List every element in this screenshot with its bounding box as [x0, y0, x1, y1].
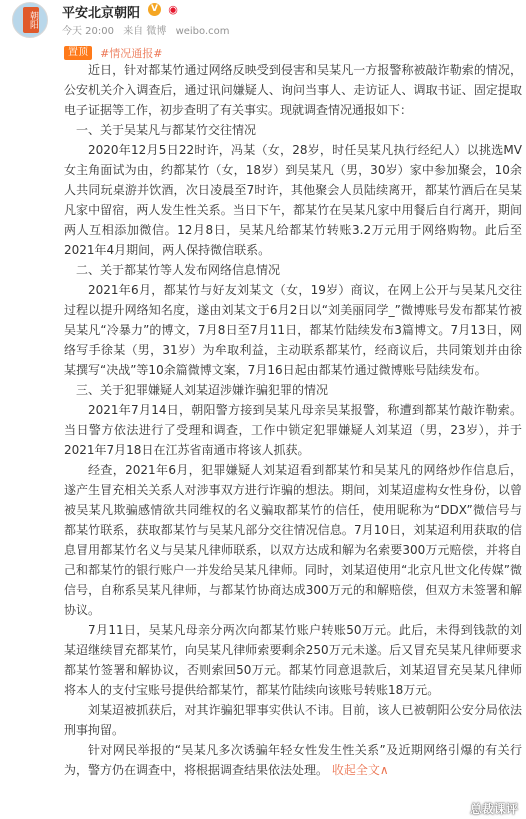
body-paragraph: 刘某迢被抓获后，对其诈骗犯罪事实供认不讳。目前，该人已被朝阳公安分局依法刑事拘留。 — [64, 703, 522, 737]
post-meta — [62, 22, 236, 37]
body-paragraph: 经查，2021年6月，犯罪嫌疑人刘某迢看到都某竹和吴某凡的网络炒作信息后，遂产生冒充相关关系人对涉事双方进行诈骗的想法。期间，刘某迢虚构女性身份，以曾被吴某凡欺骗感情欲共同维权的名义骗取都某竹的信任，使用昵称为“DDX”微信号与都某竹联系，获取都某竹与吴某凡部分交往情况信息。7月10日，刘某迢利用获取的信息冒用都某竹名义与吴某凡律师联系，以双方达成和解为名索要300万元赔偿，并将自己和都某竹的银行账户一并发给吴某凡律师。同时，刘某迢使用“北京凡世文化传媒”微信号，自称系吴某凡律师，与都某竹协商达成300万元的和解赔偿，但双方未签署和解协议。 — [64, 463, 522, 617]
topic-link[interactable]: #情况通报# — [100, 46, 163, 60]
watermark-text: 总裁课评 — [469, 802, 518, 816]
post-source-site[interactable]: weibo.com — [175, 26, 230, 37]
intro-paragraph: 近日，针对都某竹通过网络反映受到侵害和吴某凡一方报警称被敲诈勒索的情况，公安机关介入调查后，通过讯问嫌疑人、询问当事人、走访证人、调取书证、固定提取电子证据等工作，初步查明了有关事实。现就调查情况通报如下： — [64, 63, 522, 117]
body-paragraph: 7月11日，吴某凡母亲分两次向都某竹账户转账50万元。此后，未得到钱款的刘某迢继续冒充都某竹，向吴某凡律师索要剩余250万元未遂。后又冒充吴某凡律师要求都某竹签署和解协议，否则索回50万元。都某竹同意退款后，刘某迢冒充吴某凡律师将本人的支付宝账号提供给都某竹，都某竹陆续向该账号转账18万元。 — [64, 623, 522, 697]
account-name[interactable]: 平安北京朝阳 — [62, 6, 141, 21]
collapse-label: 收起全文 — [331, 763, 380, 777]
section-heading-1: 一、关于吴某凡与都某竹交往情况 — [76, 123, 257, 137]
body-paragraph: 2020年12月5日22时许，冯某（女，28岁，时任吴某凡执行经纪人）以挑选MV女主角面试为由，约都某竹（女，18岁）到吴某凡（男，30岁）家中参加聚会，10余人共同玩桌游并饮酒，次日凌晨至7时许，其他聚会人员陆续离开，都某竹酒后在吴某凡家中留宿，两人发生性关系。当日下午，都某竹在吴某凡家中用餐后自行离开，期间两人互相添加微信。12月8日，吴某凡给都某竹转账3.2万元用于网络购物。此后至2021年4月期间，两人保持微信联系。 — [64, 143, 522, 257]
post-header — [0, 0, 526, 44]
collapse-link[interactable] — [332, 763, 389, 777]
closing-text: 针对网民举报的“吴某凡多次诱骗年轻女性发生性关系”及近期网络引爆的有关行为，警方仍在调查中，将根据调查结果依法处理。 — [64, 743, 522, 777]
post-time[interactable]: 今天 20:00 — [62, 26, 114, 37]
body-paragraph: 2021年6月，都某竹与好友刘某文（女，19岁）商议，在网上公开与吴某凡交往过程以提升网络知名度，遂由刘某文于6月2日以“刘美丽同学_”微博账号发布都某竹被吴某凡“冷暴力”的博文，7月8日至7月11日，都某竹陆续发布3篇博文。7月13日，网络写手徐某（男，31岁）为牟取利益，主动联系都某竹，经商议后，共同策划并由徐某撰写“决战”等10余篇微博文案，7月16日起由都某竹通过微博账号陆续发布。 — [64, 283, 522, 377]
pinned-tag: 置顶 — [64, 46, 92, 60]
pinned-row — [64, 42, 163, 58]
verified-icon: V — [148, 3, 161, 16]
chevron-up-icon: ∧ — [379, 763, 389, 777]
post-source-prefix: 来自 微博 — [123, 26, 167, 37]
post-body — [64, 60, 522, 819]
section-heading-3: 三、关于犯罪嫌疑人刘某迢涉嫌诈骗犯罪的情况 — [76, 383, 329, 397]
account-avatar[interactable] — [12, 2, 48, 38]
body-paragraph: 2021年7月14日，朝阳警方接到吴某凡母亲吴某报警，称遭到都某竹敲诈勒索。当日警方依法进行了受理和调查，工作中锁定犯罪嫌疑人刘某迢（男，23岁），并于2021年7月18日在江苏省南通市将该人抓获。 — [64, 403, 522, 457]
section-heading-2: 二、关于都某竹等人发布网络信息情况 — [76, 263, 281, 277]
avatar-badge: 朝阳 — [23, 7, 39, 33]
weibo-logo-icon: ◉ — [168, 3, 178, 16]
closing-paragraph — [64, 740, 522, 780]
